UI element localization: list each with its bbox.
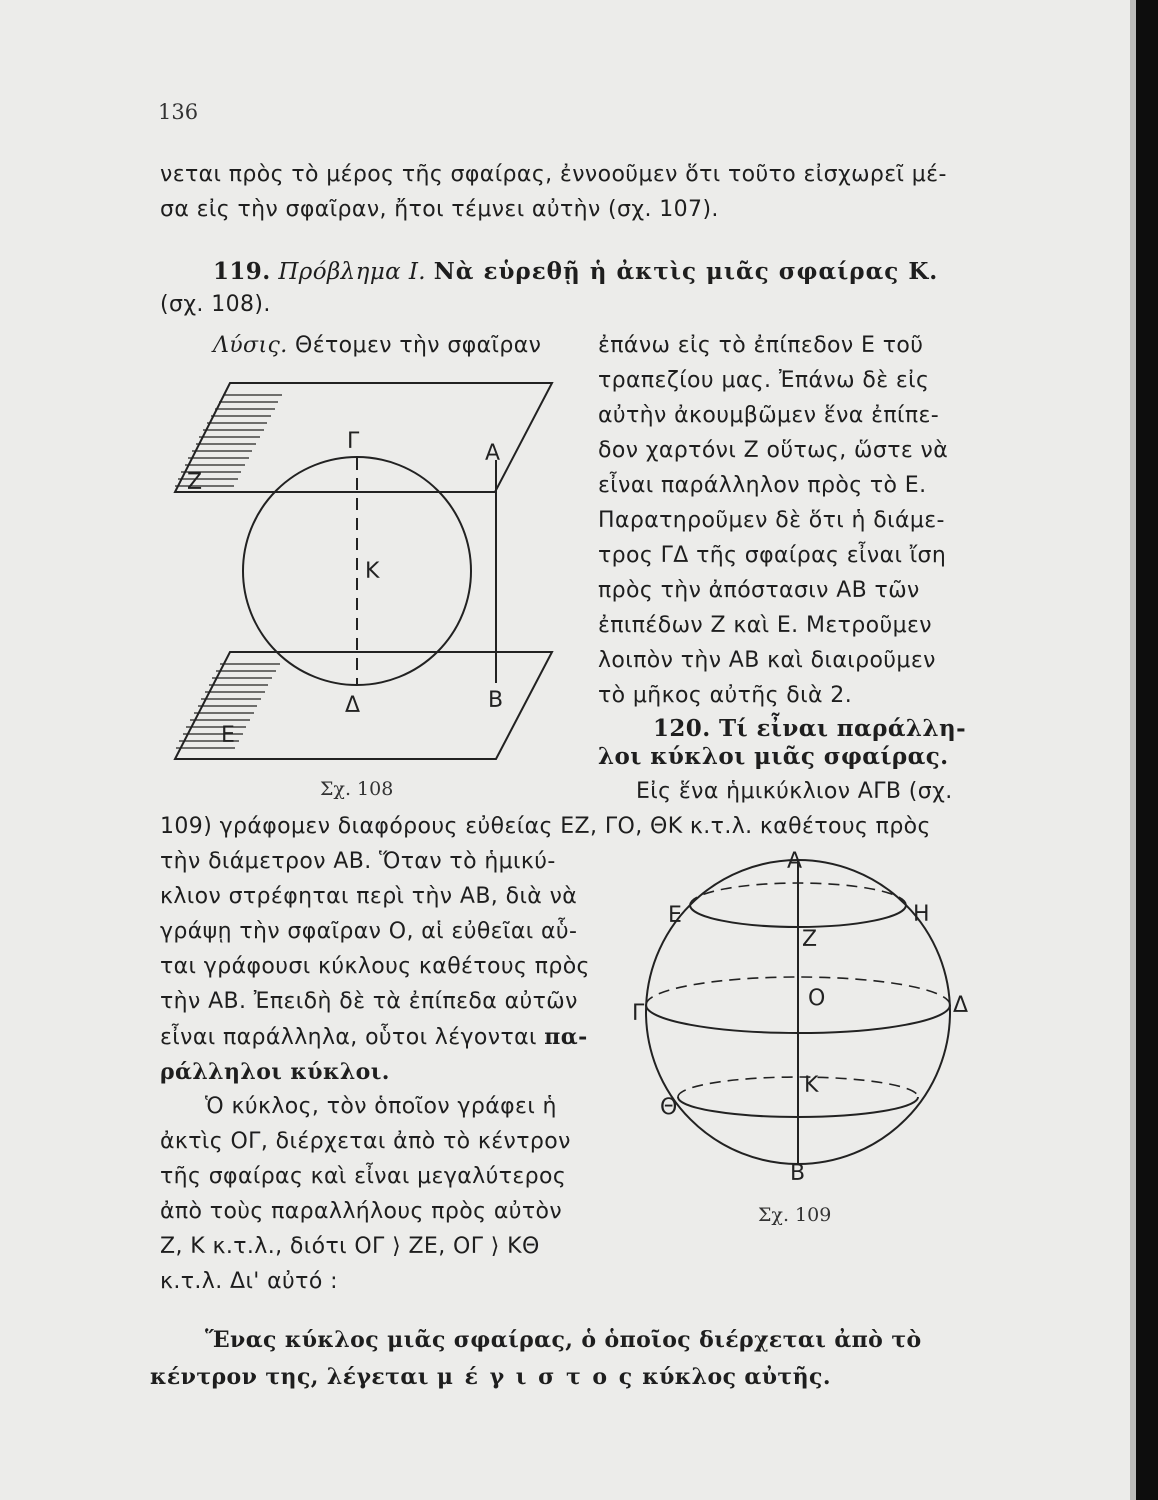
label-theta-109: Θ (660, 1095, 678, 1120)
label-beta-108: Β (488, 688, 504, 713)
label-epsilon-109: Ε (668, 903, 682, 928)
definition-text: κέντρον της, λέγεται (150, 1364, 429, 1390)
label-kappa-108: Κ (365, 559, 380, 584)
term-parallel-a: πα- (544, 1024, 588, 1050)
label-beta-109: Β (790, 1161, 806, 1186)
label-kappa-109: Κ (804, 1073, 819, 1098)
figure-108-caption: Σχ. 108 (320, 778, 394, 800)
term-parallel-b: ράλληλοι κύκλοι. (160, 1059, 390, 1085)
text-line: Ὁ κύκλος, τὸν ὁποῖον γράφει ἡ (205, 1094, 557, 1119)
text-line: Παρατηροῦμεν δὲ ὅτι ἡ διάμε- (598, 508, 945, 533)
text-line: ται γράφουσι κύκλους καθέτους πρὸς (160, 954, 590, 979)
text-line: τῆς σφαίρας καὶ εἶναι μεγαλύτερος (160, 1164, 567, 1189)
section-119-number: 119. (213, 258, 271, 285)
text-line: λοιπὸν τὴν ΑΒ καὶ διαιροῦμεν (598, 648, 936, 673)
section-120-title-b: λοι κύκλοι μιᾶς σφαίρας. (598, 743, 949, 770)
lysis-label: Λύσις. (213, 333, 288, 358)
label-zeta-109: Ζ (802, 927, 818, 952)
label-gamma-109: Γ (632, 1001, 645, 1026)
text-line: τραπεζίου μας. Ἐπάνω δὲ εἰς (598, 368, 930, 393)
text-line: γράψῃ τὴν σφαῖραν Ο, αἱ εὐθεῖαι αὗ- (160, 919, 578, 944)
text-line: ἀπὸ τοὺς παραλλήλους πρὸς αὐτὸν (160, 1199, 563, 1224)
label-alpha-108: Α (485, 441, 501, 466)
text-line: Ζ, Κ κ.τ.λ., διότι ΟΓ ⟩ ΖΕ, ΟΓ ⟩ ΚΘ (160, 1234, 540, 1259)
text-line: τὴν ΑΒ. Ἐπειδὴ δὲ τὰ ἐπίπεδα αὐτῶν (160, 989, 578, 1014)
definition-line-1: Ἕνας κύκλος μιᾶς σφαίρας, ὁ ὁποῖος διέρχεται ἀπὸ τὸ (205, 1327, 922, 1353)
text-span: εἶναι παράλληλα, οὗτοι λέγονται (160, 1025, 537, 1050)
label-zeta-108: Ζ (187, 470, 203, 495)
text-line: τὸ μῆκος αὐτῆς διὰ 2. (598, 683, 853, 708)
label-delta-108: Δ (345, 693, 361, 718)
text-line: 109) γράφομεν διαφόρους εὐθείας ΕΖ, ΓΟ, ΘΚ κ.τ.λ. καθέτους πρὸς (160, 814, 931, 839)
label-epsilon-108: Ε (221, 723, 235, 748)
text-line: ἐπάνω εἰς τὸ ἐπίπεδον Ε τοῦ (598, 333, 924, 358)
text-line: εἶναι παράλληλον πρὸς τὸ Ε. (598, 473, 927, 498)
text-line: σα εἰς τὴν σφαῖραν, ἤτοι τέμνει αὐτὴν (σχ. 107). (160, 197, 719, 222)
section-119-label: Πρόβλημα I. (278, 259, 427, 285)
text-line: ἐπιπέδων Ζ καὶ Ε. Μετροῦμεν (598, 613, 932, 638)
text-line: (σχ. 108). (160, 292, 271, 317)
text-line: κλιον στρέφηται περὶ τὴν ΑΒ, διὰ νὰ (160, 884, 578, 909)
section-120-title-a: Τί εἶναι παράλλη- (719, 715, 967, 742)
label-eta-109: Η (913, 902, 930, 927)
definition-text: κύκλος αὐτῆς. (642, 1364, 831, 1390)
text-line: τὴν διάμετρον ΑΒ. Ὅταν τὸ ἡμικύ- (160, 849, 556, 874)
label-gamma-108: Γ (347, 429, 360, 454)
definition-term: μ έ γ ι σ τ ο ς (436, 1364, 635, 1390)
label-delta-109: Δ (953, 993, 969, 1018)
section-120-number: 120. (653, 715, 711, 742)
section-119-title: Νὰ εὑρεθῇ ἡ ἀκτὶς μιᾶς σφαίρας Κ. (433, 258, 939, 285)
text-line: πρὸς τὴν ἀπόστασιν ΑΒ τῶν (598, 578, 920, 603)
text-line: δον χαρτόνι Ζ οὕτως, ὥστε νὰ (598, 438, 949, 463)
label-alpha-109: Α (787, 849, 803, 874)
text-line: τρος ΓΔ τῆς σφαίρας εἶναι ἴση (598, 543, 947, 568)
text-line: Εἰς ἕνα ἡμικύκλιον ΑΓΒ (σχ. (636, 779, 953, 804)
text-line: κ.τ.λ. Δι' αὐτό : (160, 1269, 338, 1294)
text-line: ἀκτὶς ΟΓ, διέρχεται ἀπὸ τὸ κέντρον (160, 1129, 571, 1154)
label-omicron-109: Ο (808, 986, 826, 1011)
page-number: 136 (158, 100, 199, 124)
lysis-start: Θέτομεν τὴν σφαῖραν (295, 333, 542, 358)
text-line: νεται πρὸς τὸ μέρος τῆς σφαίρας, ἐννοοῦμεν ὅτι τοῦτο εἰσχωρεῖ μέ- (160, 162, 947, 187)
figure-109-caption: Σχ. 109 (758, 1204, 832, 1226)
text-line: αὐτὴν ἀκουμβῶμεν ἕνα ἐπίπε- (598, 403, 940, 428)
